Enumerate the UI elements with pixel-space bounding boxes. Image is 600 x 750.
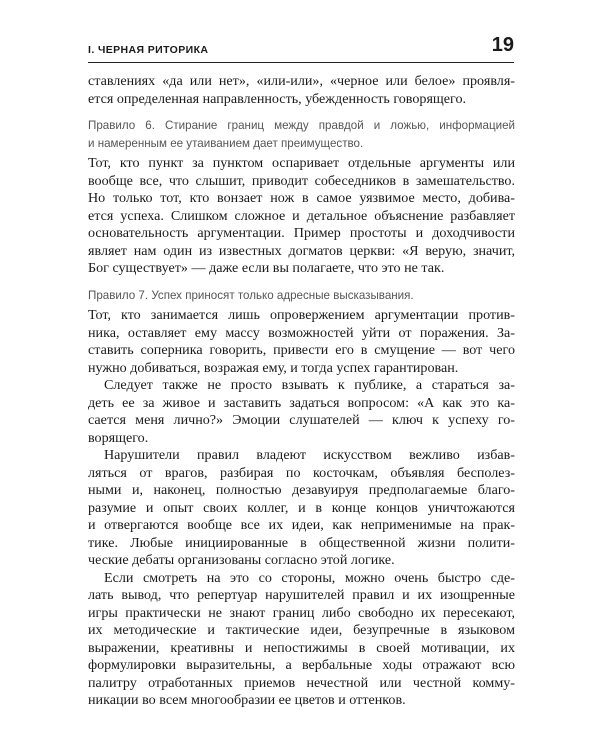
text-line: Правило 7. Успех приносят только адресные высказывания. [88, 288, 414, 302]
text-line: Следует также не просто взывать к публике, а стараться за- [104, 377, 515, 393]
paragraph [88, 447, 515, 570]
text-line: игры практически не знают границ либо свободно их пересекают, [88, 604, 515, 621]
text-line: ставлениях «да или нет», «или-или», «черное или белое» проявля- [88, 73, 515, 89]
text-line: ческие дебаты организованы согласно этой логике. [88, 552, 395, 568]
rule-heading [88, 287, 515, 305]
text-line: ника, оставляет ему массу возможностей уйти от поражения. За- [88, 324, 515, 341]
text-line: ется определенная направленность, убежденность говорящего. [88, 90, 467, 107]
text-line: формулировки выразительны, а вербальные ходы отражают всю [88, 657, 515, 673]
text-line: ставить соперника говорить, привести его в смущение — вот чего [88, 342, 515, 358]
text-line: нужно добиваться, возражая ему, и тогда успех гарантирован. [88, 359, 459, 376]
text-line: ется успеха. Слишком сложное и детальное объяснение разбавляет [88, 207, 515, 224]
paragraph [88, 307, 515, 377]
text-line: ворящего. [88, 429, 149, 446]
text-line: Нарушители правил владеют искусством вежливо избав- [104, 447, 515, 463]
text-line: ляться от врагов, разбирая по косточкам, объявляя бесполез- [88, 464, 515, 481]
text-line: выражении, креативны и непостижимы в своей мотивации, их [88, 639, 515, 656]
paragraph [88, 377, 515, 447]
text-line: ными и, наконец, полностью дезавуируя предполагаемые благо- [88, 482, 515, 498]
text-line: Тот, кто пункт за пунктом оспаривает отдельные аргументы или [88, 155, 515, 171]
text-line: являет нам один из известных догматов церкви: «Я верую, значит, [88, 242, 515, 259]
text-line: Но только тот, кто вонзает нож в самое уязвимое место, добива- [88, 190, 515, 206]
text-line: Если смотреть на это со стороны, можно очень быстро сде- [104, 569, 515, 586]
page-number: 19 [491, 34, 514, 56]
text-line: сается меня лично?» Эмоции слушателей — ключ к успеху го- [88, 412, 515, 428]
running-head: I. ЧЕРНАЯ РИТОРИКА [88, 44, 209, 56]
text-line: Тот, кто занимается лишь опровержением аргументации против- [88, 307, 515, 323]
paragraph [88, 570, 515, 710]
text-line: деть ее за живое и заставить задаться вопросом: «А как это ка- [88, 394, 515, 411]
text-line: и отвергаются вообще все их идеи, как неприменимые на прак- [88, 517, 515, 533]
text-line: тике. Любые инициированные в общественной жизни полити- [88, 534, 515, 551]
text-line: палитру отработанных приемов нечестной или честной комму- [88, 674, 515, 691]
text-line: Правило 6. Стирание границ между правдой и ложью, информацией [88, 119, 515, 132]
rule-heading [88, 117, 515, 152]
text-line: основательность аргументации. Пример простоты и доходчивости [88, 225, 515, 241]
text-line: их методические и тактические идеи, безупречные в языковом [88, 622, 515, 638]
text-line: разумие и опыт своих коллег, и в конце концов уничтожаются [88, 499, 515, 516]
paragraph [88, 73, 515, 108]
page-header [88, 34, 514, 63]
paragraph [88, 155, 515, 278]
page-body [88, 73, 515, 710]
text-line: Бог существует» — даже если вы полагаете, что это не так. [88, 260, 445, 276]
text-line: никации во всем многообразии ее цветов и оттенков. [88, 692, 406, 708]
text-line: лать вывод, что репертуар нарушителей правил и их изощренные [88, 587, 515, 603]
text-line: и намеренным ее утаиванием дает преимущество. [88, 136, 364, 150]
text-line: вообще все, что слышит, приводит собеседников в замешательство. [88, 172, 515, 189]
